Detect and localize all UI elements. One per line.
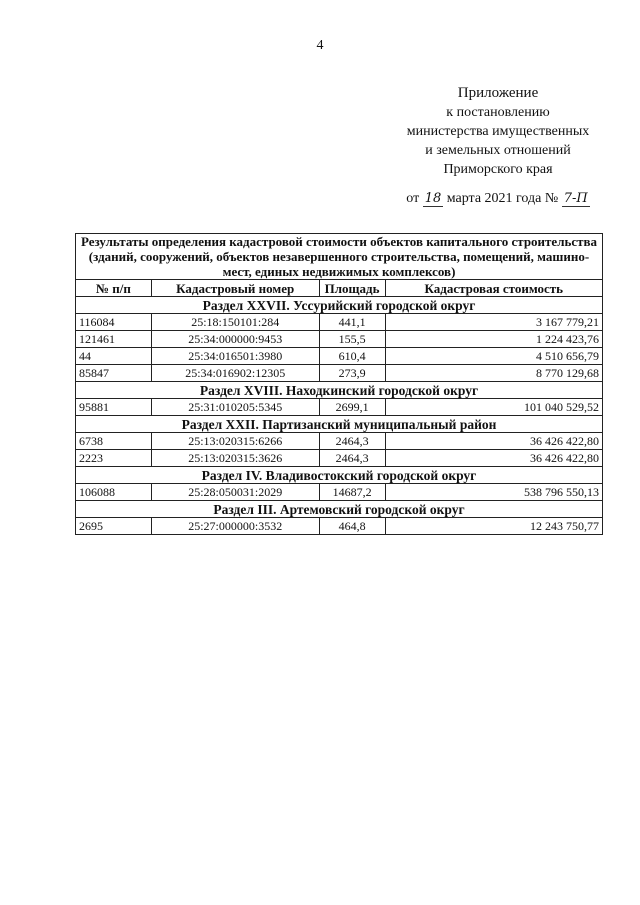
cadastral-value: 3 167 779,21 xyxy=(385,314,602,331)
area: 273,9 xyxy=(319,365,385,382)
table-row xyxy=(76,450,603,467)
area: 155,5 xyxy=(319,331,385,348)
header-cadastral-value: Кадастровая стоимость xyxy=(385,280,602,297)
cadastral-value: 36 426 422,80 xyxy=(385,433,602,450)
area: 14687,2 xyxy=(319,484,385,501)
table-row xyxy=(76,331,603,348)
cadastral-number: 25:28:050031:2029 xyxy=(151,484,319,501)
header-area: Площадь xyxy=(319,280,385,297)
date-prefix: от xyxy=(406,191,420,206)
row-number: 85847 xyxy=(76,365,152,382)
cadastral-number: 25:34:016902:12305 xyxy=(151,365,319,382)
appendix-line: министерства имущественных xyxy=(406,124,590,139)
section-header-row xyxy=(76,382,603,399)
handwritten-number: 7-П xyxy=(563,191,588,206)
area: 610,4 xyxy=(319,348,385,365)
cadastral-value: 101 040 529,52 xyxy=(385,399,602,416)
table-header-row xyxy=(76,280,603,297)
cadastral-number: 25:13:020315:6266 xyxy=(151,433,319,450)
cadastral-value: 1 224 423,76 xyxy=(385,331,602,348)
cadastral-value: 36 426 422,80 xyxy=(385,450,602,467)
appendix-block xyxy=(380,84,616,208)
table-row xyxy=(76,365,603,382)
cadastral-value: 4 510 656,79 xyxy=(385,348,602,365)
section-header-row xyxy=(76,297,603,314)
cadastral-value: 538 796 550,13 xyxy=(385,484,602,501)
date-middle: марта 2021 года № xyxy=(446,191,559,206)
section-header-row xyxy=(76,467,603,484)
table-row xyxy=(76,314,603,331)
section-title: Раздел III. Артемовский городской округ xyxy=(76,501,603,518)
area: 441,1 xyxy=(319,314,385,331)
table-row xyxy=(76,399,603,416)
area: 2699,1 xyxy=(319,399,385,416)
section-header-row xyxy=(76,416,603,433)
row-number: 2223 xyxy=(76,450,152,467)
cadastral-number: 25:18:150101:284 xyxy=(151,314,319,331)
table-title: Результаты определения кадастровой стоимости объектов капитального строительства (зданий, сооружений, объектов незавершенного строительства, помещений, машино-мест, единых недвижимых комплексов) xyxy=(76,234,603,280)
cadastral-value-table xyxy=(75,233,603,535)
row-number: 116084 xyxy=(76,314,152,331)
row-number: 121461 xyxy=(76,331,152,348)
row-number: 95881 xyxy=(76,399,152,416)
header-cadastral-number: Кадастровый номер xyxy=(151,280,319,297)
table-row xyxy=(76,433,603,450)
section-title: Раздел IV. Владивостокский городской округ xyxy=(76,467,603,484)
cadastral-number: 25:34:000000:9453 xyxy=(151,331,319,348)
cadastral-number: 25:13:020315:3626 xyxy=(151,450,319,467)
section-title: Раздел XXII. Партизанский муниципальный район xyxy=(76,416,603,433)
table-row xyxy=(76,348,603,365)
section-title: Раздел XXVII. Уссурийский городской округ xyxy=(76,297,603,314)
section-header-row xyxy=(76,501,603,518)
cadastral-number: 25:31:010205:5345 xyxy=(151,399,319,416)
row-number: 106088 xyxy=(76,484,152,501)
header-number: № п/п xyxy=(76,280,152,297)
appendix-line: к постановлению xyxy=(446,105,550,120)
area: 2464,3 xyxy=(319,433,385,450)
table-row xyxy=(76,518,603,535)
section-title: Раздел XVIII. Находкинский городской округ xyxy=(76,382,603,399)
table-row xyxy=(76,484,603,501)
page-number: 4 xyxy=(316,38,324,53)
cadastral-number: 25:34:016501:3980 xyxy=(151,348,319,365)
resolution-date xyxy=(380,189,616,208)
appendix-title: Приложение xyxy=(457,85,539,101)
appendix-line: и земельных отношений xyxy=(425,143,571,158)
area: 464,8 xyxy=(319,518,385,535)
cadastral-value: 12 243 750,77 xyxy=(385,518,602,535)
cadastral-value: 8 770 129,68 xyxy=(385,365,602,382)
row-number: 44 xyxy=(76,348,152,365)
row-number: 6738 xyxy=(76,433,152,450)
cadastral-number: 25:27:000000:3532 xyxy=(151,518,319,535)
handwritten-day: 18 xyxy=(424,191,442,206)
appendix-line: Приморского края xyxy=(443,162,553,177)
area: 2464,3 xyxy=(319,450,385,467)
row-number: 2695 xyxy=(76,518,152,535)
